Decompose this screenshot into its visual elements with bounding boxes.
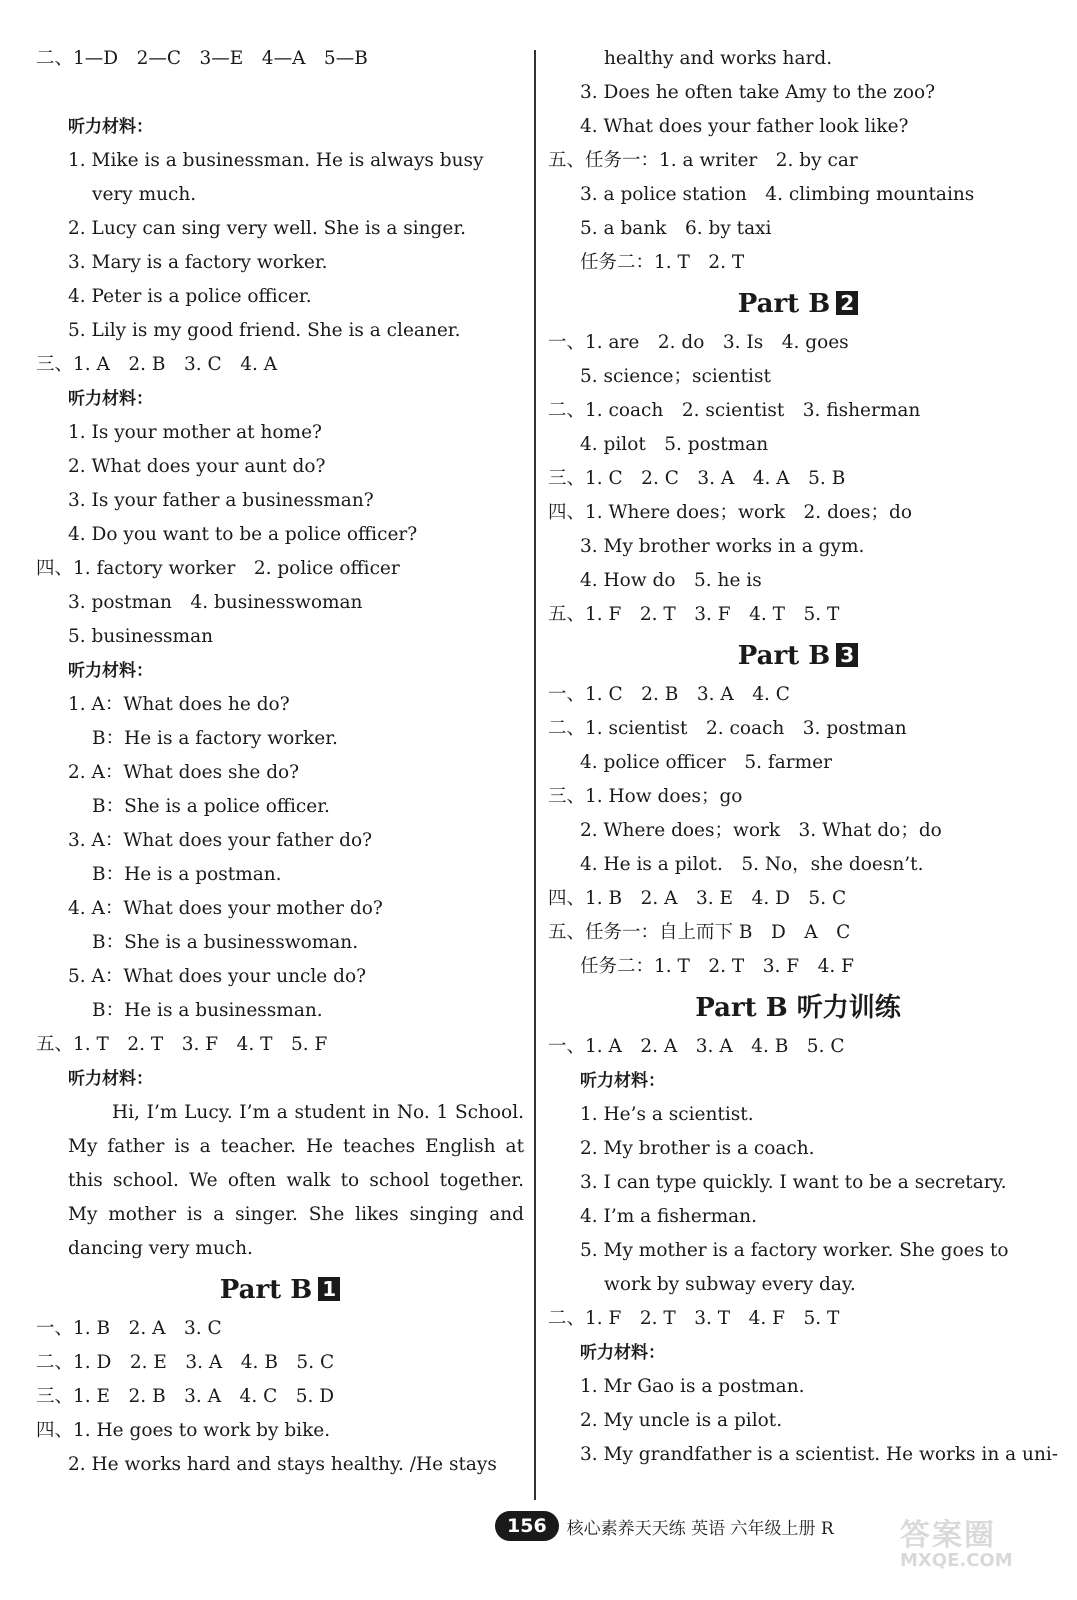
page-number: 156: [495, 1511, 559, 1541]
answer-line: 2. A：What does she do?: [68, 762, 300, 783]
answer-line: 二、1—D 2—C 3—E 4—A 5—B: [36, 48, 368, 69]
answer-line: 1. Is your mother at home?: [68, 422, 322, 443]
book-title: 核心素养天天练 英语 六年级上册 R: [566, 1518, 834, 1539]
answer-line: 一、1. C 2. B 3. A 4. C: [548, 684, 790, 705]
answer-line: 4. A：What does your mother do?: [68, 898, 383, 919]
answer-line: B：She is a businesswoman.: [92, 932, 359, 953]
answer-line: 5. businessman: [68, 626, 214, 647]
listening-material-label: 听力材料：: [68, 117, 153, 137]
section-number-badge: 1: [318, 1277, 340, 1301]
answer-line: B：He is a businessman.: [92, 1000, 323, 1021]
answer-line: 3. Does he often take Amy to the zoo?: [580, 82, 936, 103]
answer-line: 3. My grandfather is a scientist. He works in a uni-: [580, 1444, 1059, 1465]
answer-line: 4. What does your father look like?: [580, 116, 909, 137]
right-answer-lines-4: [548, 1030, 1059, 1472]
answer-line: very much.: [92, 184, 197, 205]
part-b-listening-heading: Part B 听力训练: [695, 993, 901, 1023]
answer-line: 三、1. How does；go: [548, 786, 743, 807]
answer-line: 3. A：What does your father do?: [68, 830, 372, 851]
listening-material-label: 听力材料：: [580, 1343, 665, 1363]
answer-line: 四、1. He goes to work by bike.: [36, 1420, 331, 1441]
answer-line: work by subway every day.: [604, 1274, 856, 1295]
right-column: [548, 42, 1059, 1472]
paragraph-text: Hi, I’m Lucy. I’m a student in No. 1 School. My father is a teacher. He teaches English at this school. We often walk to school together. My mother is a singer. She likes singing and dancing very much.: [68, 1102, 524, 1259]
answer-line: 4. I’m a fisherman.: [580, 1206, 757, 1227]
column-divider: [534, 50, 536, 1500]
answer-line: 4. police officer 5. farmer: [580, 752, 832, 773]
answer-line: 5. Lily is my good friend. She is a cleaner.: [68, 320, 461, 341]
section-number-badge: 3: [836, 643, 858, 667]
answer-line: 一、1. B 2. A 3. C: [36, 1318, 222, 1339]
answer-line: 4. How do 5. he is: [580, 570, 762, 591]
page-footer: [495, 1508, 834, 1544]
answer-line: B：She is a police officer.: [92, 796, 330, 817]
answer-line: 二、1. F 2. T 3. T 4. F 5. T: [548, 1308, 840, 1329]
left-column: [36, 42, 524, 1482]
answer-line: 3. My brother works in a gym.: [580, 536, 865, 557]
answer-line: 任务二：1. T 2. T: [580, 252, 745, 273]
answer-line: 5. a bank 6. by taxi: [580, 218, 772, 239]
left-answer-lines-2: [36, 1312, 524, 1482]
answer-line: 2. Lucy can sing very well. She is a singer.: [68, 218, 467, 239]
answer-line: 二、1. coach 2. scientist 3. fisherman: [548, 400, 921, 421]
answer-line: 2. My uncle is a pilot.: [580, 1410, 783, 1431]
answer-line: 五、任务一：自上而下 B D A C: [548, 922, 851, 943]
right-answer-lines-2: [548, 326, 1048, 632]
answer-line: B：He is a factory worker.: [92, 728, 338, 749]
answer-line: 任务二：1. T 2. T 3. F 4. F: [580, 956, 854, 977]
answer-line: 三、1. E 2. B 3. A 4. C 5. D: [36, 1386, 335, 1407]
answer-line: 四、1. B 2. A 3. E 4. D 5. C: [548, 888, 847, 909]
answer-line: 3. a police station 4. climbing mountains: [580, 184, 975, 205]
part-b-2-heading: Part B 2: [548, 286, 1048, 322]
answer-line: 五、1. T 2. T 3. F 4. T 5. F: [36, 1034, 328, 1055]
answer-line: [36, 76, 524, 110]
listening-material-label: 听力材料：: [68, 661, 153, 681]
answer-line: 5. My mother is a factory worker. She goes to: [580, 1240, 1009, 1261]
answer-line: 1. Mike is a businessman. He is always busy: [68, 150, 484, 171]
answer-line: 2. My brother is a coach.: [580, 1138, 815, 1159]
answer-line: 4. Do you want to be a police officer?: [68, 524, 418, 545]
answer-line: 2. He works hard and stays healthy. /He stays: [68, 1454, 497, 1475]
right-answer-lines: [548, 42, 1048, 280]
answer-line: 3. I can type quickly. I want to be a secretary.: [580, 1172, 1007, 1193]
answer-line: 1. A：What does he do?: [68, 694, 290, 715]
answer-line: 五、任务一：1. a writer 2. by car: [548, 150, 858, 171]
listening-material-label: 听力材料：: [580, 1071, 665, 1091]
answer-line: 4. He is a pilot. 5. No，she doesn’t.: [580, 854, 924, 875]
answer-line: 四、1. factory worker 2. police officer: [36, 558, 400, 579]
part-b-3-heading: Part B 3: [548, 638, 1048, 674]
answer-line: 3. Mary is a factory worker.: [68, 252, 328, 273]
answer-line: 四、1. Where does；work 2. does；do: [548, 502, 912, 523]
answer-line: 一、1. are 2. do 3. Is 4. goes: [548, 332, 849, 353]
section-number-badge: 2: [836, 291, 858, 315]
answer-line: 2. What does your aunt do?: [68, 456, 326, 477]
listening-material-label: 听力材料：: [68, 389, 153, 409]
answer-line: 二、1. D 2. E 3. A 4. B 5. C: [36, 1352, 335, 1373]
answer-line: 4. pilot 5. postman: [580, 434, 769, 455]
answer-line: B：He is a postman.: [92, 864, 282, 885]
answer-line: 1. Mr Gao is a postman.: [580, 1376, 805, 1397]
answer-line: 5. science；scientist: [580, 366, 771, 387]
answer-line: 三、1. C 2. C 3. A 4. A 5. B: [548, 468, 846, 489]
listening-paragraph: [36, 1096, 524, 1266]
answer-line: 5. A：What does your uncle do?: [68, 966, 367, 987]
right-answer-lines-3: [548, 678, 1048, 984]
answer-line: 3. Is your father a businessman?: [68, 490, 374, 511]
answer-line: 一、1. A 2. A 3. A 4. B 5. C: [548, 1036, 845, 1057]
listening-material-label: 听力材料：: [68, 1069, 153, 1089]
answer-line: 三、1. A 2. B 3. C 4. A: [36, 354, 278, 375]
answer-line: 五、1. F 2. T 3. F 4. T 5. T: [548, 604, 840, 625]
answer-line: 二、1. scientist 2. coach 3. postman: [548, 718, 907, 739]
answer-line: 4. Peter is a police officer.: [68, 286, 312, 307]
answer-line: 3. postman 4. businesswoman: [68, 592, 363, 613]
part-b-1-heading: Part B 1: [36, 1272, 524, 1308]
answer-line: 1. He’s a scientist.: [580, 1104, 754, 1125]
answer-line: 2. Where does；work 3. What do；do: [580, 820, 942, 841]
watermark-logo: 答案圈 MXQE.COM: [900, 1518, 1013, 1571]
left-answer-lines: [36, 42, 524, 1096]
answer-line: healthy and works hard.: [604, 48, 833, 69]
